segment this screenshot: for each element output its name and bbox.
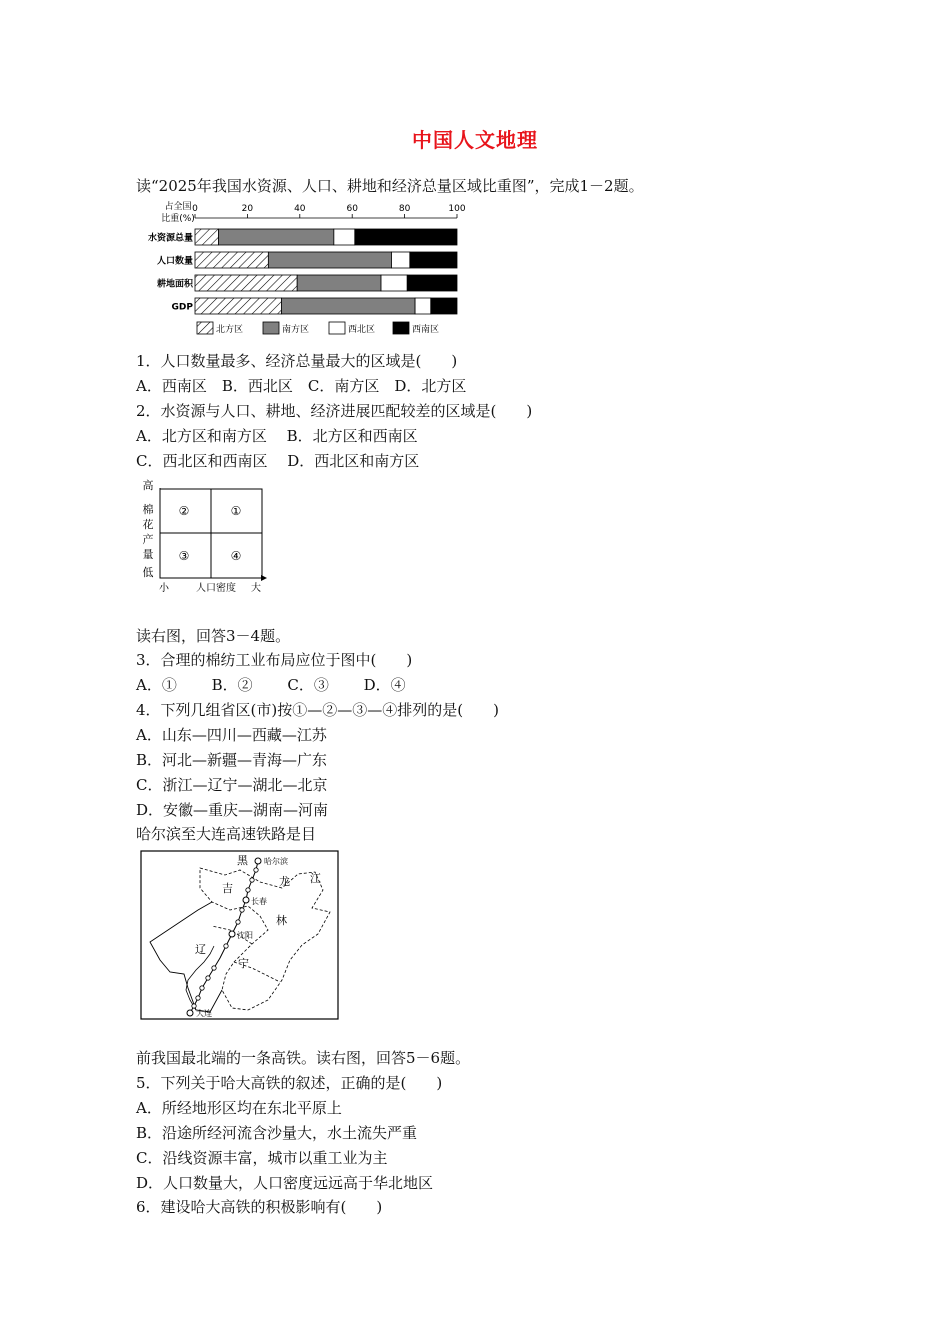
- legend-swatch: [263, 322, 279, 334]
- bar-segment: [392, 252, 410, 268]
- bars: [148, 229, 457, 314]
- x-tick-label: 20: [241, 204, 254, 214]
- question-5-option-b: B．沿途所经河流含沙量大，水土流失严重: [136, 1124, 418, 1142]
- ylabel-line2: 比重(%): [161, 214, 195, 224]
- harbin-dalian-railway-map: [140, 850, 340, 1022]
- question-3: 3．合理的棉纺工业布局应位于图中( ): [136, 651, 413, 669]
- xlabel-big: 大: [251, 583, 261, 594]
- ylabel-low: 低: [142, 566, 154, 579]
- x-tick-label: 40: [294, 204, 306, 214]
- question-5-option-d: D．人口数量大，人口密度远远高于华北地区: [136, 1174, 434, 1192]
- label-changchun: 长春: [251, 897, 267, 906]
- ylabel-char-2: 花: [142, 518, 154, 531]
- bar-segment: [410, 252, 457, 268]
- label-liao: 辽: [195, 943, 206, 956]
- question-5: 5．下列关于哈大高铁的叙述，正确的是( ): [136, 1074, 443, 1092]
- cell-2: ②: [178, 504, 190, 518]
- question-4-option-a: A．山东—四川—西藏—江苏: [136, 726, 327, 744]
- label-ning: 宁: [238, 957, 249, 970]
- bar-segment: [334, 229, 355, 245]
- intro-text-1: 读“2025年我国水资源、人口、耕地和经济总量区域比重图”，完成1－2题。: [136, 177, 644, 195]
- question-1-options: A．西南区 B．西北区 C．南方区 D．北方区: [136, 377, 467, 395]
- resource-share-chart: [130, 198, 470, 342]
- bar-segment: [355, 229, 457, 245]
- label-ji: 吉: [222, 882, 233, 895]
- label-lin: 林: [276, 914, 287, 927]
- bar-segment: [195, 252, 268, 268]
- xlabel-small: 小: [159, 583, 169, 594]
- ylabel-char-3: 产: [142, 533, 154, 546]
- label-dalian: 大连: [196, 1009, 212, 1018]
- bar-segment: [297, 275, 381, 291]
- label-hei: 黑: [237, 854, 248, 867]
- page-title: 中国人文地理: [412, 128, 538, 152]
- bar-segment: [281, 298, 415, 314]
- x-tick-label: 60: [346, 204, 358, 214]
- question-5-option-a: A．所经地形区均在东北平原上: [136, 1099, 342, 1117]
- ylabel-line1: 占全国: [164, 202, 192, 212]
- legend-swatch: [329, 322, 345, 334]
- bar-segment: [195, 229, 219, 245]
- cell-1: ①: [230, 504, 242, 518]
- label-long: 龙: [279, 875, 290, 888]
- question-1: 1．人口数量最多、经济总量最大的区域是( ): [136, 352, 458, 370]
- dalian-marker: [187, 1010, 193, 1016]
- category-label: GDP: [171, 302, 193, 313]
- question-2-options-1: A．北方区和南方区 B．北方区和西南区: [136, 427, 418, 445]
- changchun-marker: [243, 897, 249, 903]
- label-harbin: 哈尔滨: [264, 857, 288, 866]
- bar-segment: [219, 229, 334, 245]
- intro-text-3b: 前我国最北端的一条高铁。读右图，回答5－6题。: [136, 1049, 471, 1067]
- category-label: 人口数量: [156, 256, 193, 267]
- xlabel: 人口密度: [196, 583, 236, 594]
- legend-swatch: [393, 322, 409, 334]
- bar-segment: [268, 252, 391, 268]
- question-4-option-c: C．浙江—辽宁—湖北—北京: [136, 776, 328, 794]
- question-4-option-b: B．河北—新疆—青海—广东: [136, 751, 328, 769]
- cell-3: ③: [178, 549, 190, 563]
- bar-segment: [407, 275, 457, 291]
- x-tick-label: 100: [448, 204, 466, 214]
- intro-text-3a: 哈尔滨至大连高速铁路是目: [136, 825, 317, 843]
- question-6: 6．建设哈大高铁的积极影响有( ): [136, 1198, 383, 1216]
- bar-segment: [415, 298, 431, 314]
- x-tick-label: 0: [192, 204, 198, 214]
- ylabel-char-4: 量: [142, 548, 154, 561]
- ylabel-char-1: 棉: [142, 503, 154, 516]
- question-3-options: A．① B．② C．③ D．④: [136, 676, 406, 694]
- label-jiang: 江: [310, 872, 321, 885]
- label-shenyang: 沈阳: [237, 931, 253, 940]
- bar-segment: [195, 275, 297, 291]
- cell-4: ④: [230, 549, 242, 563]
- x-axis: [192, 204, 466, 218]
- question-2: 2．水资源与人口、耕地、经济进展匹配较差的区域是( ): [136, 402, 533, 420]
- question-4-option-d: D．安徽—重庆—湖南—河南: [136, 801, 329, 819]
- ylabel-high: 高: [142, 479, 154, 492]
- question-2-options-2: C．西北区和西南区 D．西北区和南方区: [136, 452, 420, 470]
- legend-label: 西南区: [412, 325, 440, 335]
- harbin-marker: [255, 858, 261, 864]
- legend-label: 北方区: [216, 325, 244, 335]
- question-5-option-c: C．沿线资源丰富，城市以重工业为主: [136, 1149, 388, 1167]
- chart-legend: [197, 322, 439, 335]
- intro-text-2: 读右图，回答3－4题。: [136, 627, 291, 645]
- category-label: 水资源总量: [147, 233, 193, 244]
- question-4: 4．下列几组省区(市)按①—②—③—④排列的是( ): [136, 701, 499, 719]
- bar-segment: [195, 298, 281, 314]
- legend-label: 西北区: [348, 325, 376, 335]
- legend-swatch: [197, 322, 213, 334]
- bar-segment: [381, 275, 407, 291]
- bar-segment: [431, 298, 457, 314]
- x-tick-label: 80: [398, 204, 411, 214]
- category-label: 耕地面积: [156, 279, 193, 290]
- legend-label: 南方区: [282, 325, 310, 335]
- cotton-population-quadrant: [136, 476, 276, 600]
- shenyang-marker: [229, 931, 235, 937]
